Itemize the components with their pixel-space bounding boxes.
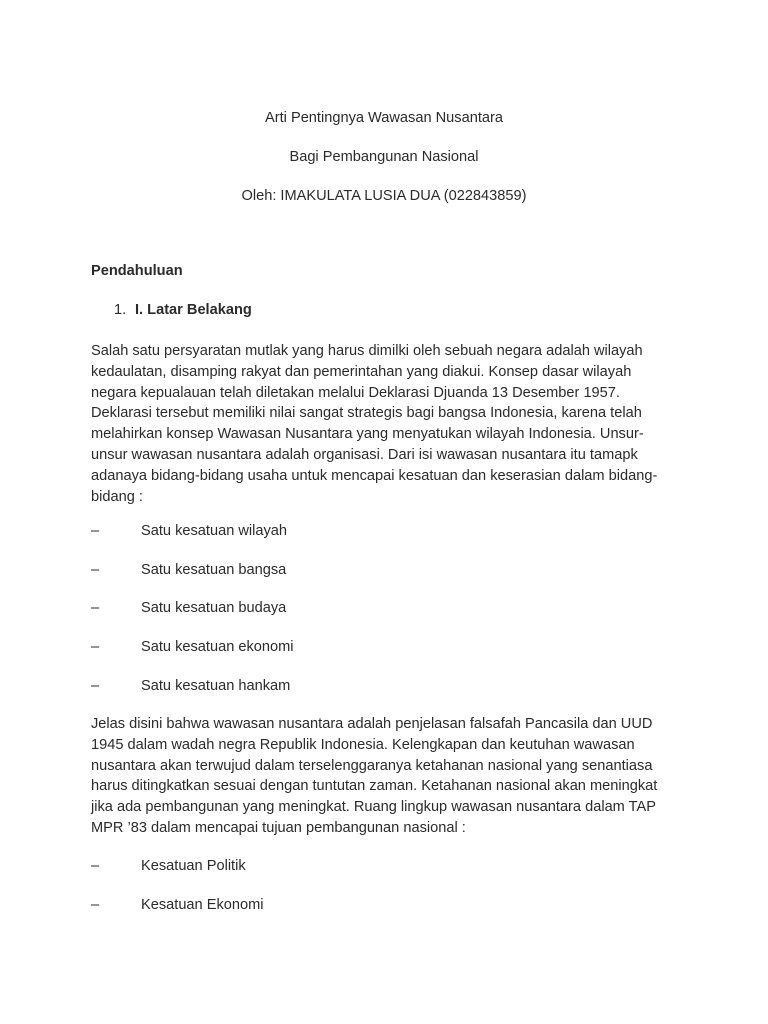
dash-bullet: – xyxy=(91,858,100,874)
list-item xyxy=(91,897,264,913)
dash-bullet: – xyxy=(91,639,100,655)
list-number: 1. xyxy=(114,302,127,318)
list-item-text: Kesatuan Ekonomi xyxy=(141,897,264,913)
paragraph-line: kedaulatan, disamping rakyat dan pemerintahan yang diakui. Konsep dasar wilayah xyxy=(91,363,632,380)
paragraph-line: MPR ’83 dalam mencapai tujuan pembangunan nasional : xyxy=(91,819,466,836)
paragraph-line: Salah satu persyaratan mutlak yang harus dimilki oleh sebuah negara adalah wilayah xyxy=(91,343,643,359)
paragraph-line: jika ada pembangunan yang meningkat. Ruang lingkup wawasan nusantara dalam TAP xyxy=(91,799,656,816)
paragraph-line: nusantara akan terwujud dalam terselenggaranya ketahanan nasional yang senantiasa xyxy=(91,757,653,774)
document-title: Arti Pentingnya Wawasan Nusantara xyxy=(265,110,503,126)
paragraph-line: negara kepualauan telah diletakan melalui Deklarasi Djuanda 13 Desember 1957. xyxy=(91,384,620,401)
dash-bullet: – xyxy=(91,523,100,539)
paragraph-scope xyxy=(91,714,691,839)
paragraph-line: Jelas disini bahwa wawasan nusantara adalah penjelasan falsafah Pancasila dan UUD xyxy=(91,716,653,732)
dash-bullet: – xyxy=(91,678,100,694)
paragraph-line: harus ditingkatkan sesuai dengan tuntutan zaman. Ketahanan nasional akan meningkat xyxy=(91,778,658,795)
list-item-text: Satu kesatuan bangsa xyxy=(141,562,287,578)
numbered-list-item xyxy=(114,302,252,318)
list-item xyxy=(91,523,287,539)
paragraph-line: Deklarasi tersebut memiliki nilai sangat strategis bagi bangsa Indonesia, karena telah xyxy=(91,405,642,422)
paragraph-line: bidang : xyxy=(91,488,143,505)
dash-bullet: – xyxy=(91,897,100,913)
list-item-text: Satu kesatuan ekonomi xyxy=(141,639,294,655)
paragraph-line: adanaya bidang-bidang usaha untuk mencapai kesatuan dan keserasian dalam bidang- xyxy=(91,467,658,484)
list-item xyxy=(91,639,294,655)
paragraph-intro xyxy=(91,341,691,507)
dash-bullet: – xyxy=(91,562,100,578)
dash-bullet: – xyxy=(91,600,100,616)
list-item xyxy=(91,858,246,874)
list-item-text: Satu kesatuan wilayah xyxy=(141,523,288,539)
subsection-heading: I. Latar Belakang xyxy=(135,302,252,318)
section-heading: Pendahuluan xyxy=(91,263,183,279)
list-item-text: Satu kesatuan hankam xyxy=(141,678,291,694)
document-subtitle: Bagi Pembangunan Nasional xyxy=(289,149,479,165)
list-item-text: Kesatuan Politik xyxy=(141,858,246,874)
document-author: Oleh: IMAKULATA LUSIA DUA (022843859) xyxy=(241,188,527,204)
paragraph-line: melahirkan konsep Wawasan Nusantara yang menyatukan wilayah Indonesia. Unsur- xyxy=(91,426,644,443)
list-item-text: Satu kesatuan budaya xyxy=(141,600,287,616)
list-item xyxy=(91,600,286,616)
list-item xyxy=(91,562,286,578)
paragraph-line: 1945 dalam wadah negra Republik Indonesia. Kelengkapan dan keutuhan wawasan xyxy=(91,736,635,753)
paragraph-line: unsur wawasan nusantara adalah organisasi. Dari isi wawasan nusantara itu tamapk xyxy=(91,446,638,463)
list-item xyxy=(91,678,290,694)
